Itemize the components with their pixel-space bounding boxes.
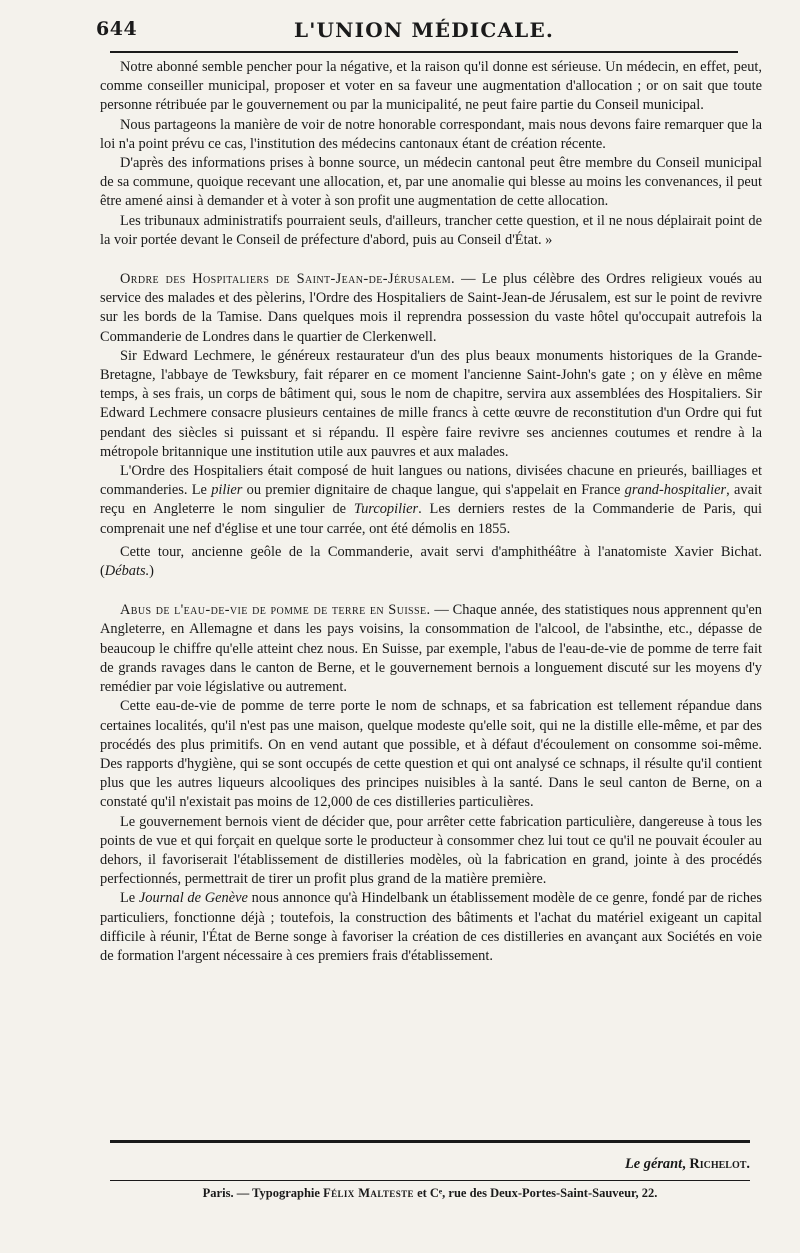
section-lead-text: — Le plus célèbre des Ordres religieux voués au service des malades et des pèlerins, l'Ordre des Hospitaliers de Saint-Jean-de Jérusalem, est sur le point de revivre sur les bords de la Tamise. Dans quelques mois il reprendra possession du vaste hôtel qu'occupait autrefois la Commanderie de Londres dans le quartier de Clerkenwell.	[100, 271, 762, 345]
page-header	[88, 18, 760, 44]
italic-term: Turcopilier	[353, 501, 419, 518]
imprint-line	[110, 1186, 750, 1201]
gerant-name: , Richelot.	[682, 1156, 750, 1172]
italic-term: grand-hospitalier	[624, 482, 727, 499]
text-run: )	[149, 563, 154, 580]
text-run: Le	[120, 890, 139, 907]
paragraph: Les tribunaux administratifs pourraient seuls, d'ailleurs, trancher cette question, et il ne nous déplairait point de la voir portée devant le Conseil de préfecture d'abord, puis au Conseil d'État. »	[100, 212, 762, 248]
paragraph: D'après des informations prises à bonne source, un médecin cantonal peut être membre du Conseil municipal de sa commune, quoique recevant une allocation, et, par une anomalie qui blesse au moins les convenances, il peut être amené ainsi à demander et à voter à son profit une augmentation de cette allocation.	[100, 155, 762, 210]
gerant-label: Le gérant	[624, 1156, 683, 1172]
section-title: Ordre des Hospitaliers de Saint-Jean-de-Jérusalem.	[120, 271, 456, 288]
footer-rule	[110, 1140, 750, 1143]
text-run: Cette tour, ancienne geôle de la Commanderie, avait servi d'amphithéâtre à l'anatomiste Xavier Bichat. (	[100, 543, 762, 580]
text-run: ou premier dignitaire de chaque langue, qui s'appelait en France	[242, 482, 625, 499]
italic-term: pilier	[211, 482, 243, 499]
journal-title: L'UNION MÉDICALE.	[293, 18, 555, 42]
printer-name: Félix Malteste	[323, 1186, 414, 1200]
paragraph	[100, 462, 762, 539]
text-run: Paris. — Typographie	[202, 1186, 324, 1200]
header-rule	[110, 51, 738, 53]
source-citation: Débats.	[104, 563, 150, 580]
text-run: , avait reçu en Angleterre le nom singulier de	[100, 482, 762, 518]
imprint-rule	[110, 1180, 750, 1181]
section-suisse-lead	[100, 601, 762, 697]
italic-term: Journal de Genève	[138, 890, 248, 907]
paragraph: Nous partageons la manière de voir de notre honorable correspondant, mais nous devons faire remarquer que la loi n'a point prévu ce cas, l'institution des médecins cantonaux étant de création récente.	[100, 116, 762, 152]
paragraph	[100, 543, 762, 581]
text-run: et Cᵉ, rue des Deux-Portes-Saint-Sauveur, 22.	[413, 1186, 658, 1200]
paragraph: Le gouvernement bernois vient de décider que, pour arrêter cette fabrication particulière, dangereuse à tous les points de vue et qui forçait en quelque sorte le producteur à consommer chez lui tout ce qu'il ne pouvait écouler au dehors, il favoriserait l'établissement de distilleries modèles, où la fabrication en grand, jointe à des procédés perfectionnés, permettrait de tirer un profit plus grand de la matière première.	[100, 813, 762, 888]
paragraph	[100, 889, 762, 966]
article-body	[100, 58, 762, 966]
section-title: Abus de l'eau-de-vie de pomme de terre en Suisse.	[120, 602, 431, 619]
paragraph: Cette eau-de-vie de pomme de terre porte le nom de schnaps, et sa fabrication est tellement répandue dans certaines localités, qu'il n'est pas une maison, quelque modeste qu'elle soit, qui ne la distille elle-même, et par des procédés des plus primitifs. On en vend autant que possible, et à défaut d'écoulement on consomme soi-même. Des rapports d'hygiène, qui se sont occupés de cette question et qui ont analysé ce schnaps, il résulte qu'il contient plus que les autres liqueurs alcooliques des principes nuisibles à la santé. Dans le seul canton de Berne, on a constaté qu'il n'existait pas moins de 12,000 de ces distilleries particulières.	[100, 698, 762, 811]
section-hospitaliers-lead	[100, 270, 762, 347]
text-run: . Les derniers restes de la Commanderie de Paris, qui comprenait une nef d'église et une tour carrée, ont été démolis en 1855.	[100, 501, 762, 537]
gerant-signature	[110, 1156, 750, 1173]
text-run: nous annonce qu'à Hindelbank un établissement modèle de ce genre, fondé par de riches particuliers, fonctionne déjà ; toutefois, la construction des bâtiments et l'achat du matériel exigeant un capital difficile à réunir, l'État de Berne songe à favoriser la création de ces distilleries en avançant aux Sociétés en voie de formation l'argent nécessaire à ces premiers frais d'établissement.	[100, 890, 763, 964]
section-lead-text: — Chaque année, des statistiques nous apprennent qu'en Angleterre, en Allemagne et dans les pays voisins, la consommation de l'alcool, de l'absinthe, etc., dépasse de beaucoup le chiffre qu'elle atteint chez nous. En Suisse, par exemple, l'abus de l'eau-de-vie de pomme de terre fait de grands ravages dans le canton de Berne, et le gouvernement bernois a longuement discuté sur les moyens d'y remédier par voie législative ou autrement.	[100, 602, 762, 696]
text-run: L'Ordre des Hospitaliers était composé de huit langues ou nations, divisées chacune en prieurés, bailliages et commanderies. Le	[100, 463, 762, 499]
page-number: 644	[96, 18, 138, 40]
paragraph: Sir Edward Lechmere, le généreux restaurateur d'un des plus beaux monuments historiques de la Grande-Bretagne, l'abbaye de Tewksbury, fait réparer en ce moment l'ancienne Saint-John's gate ; on y élève en même temps, à ses frais, un corps de bâtiment qui, sous le nom de chapitre, servira aux assemblées des Hospitaliers. Sir Edward Lechmere consacre plusieurs centaines de mille francs à cette œuvre de reconstitution d'un Ordre qui fut pendant des siècles si puissant et si répandu. Il espère faire revivre ses anciennes coutumes et rendre à la métropole britannique une institution utile aux pauvres et aux malades.	[100, 347, 762, 460]
paragraph: Notre abonné semble pencher pour la négative, et la raison qu'il donne est sérieuse. Un médecin, en effet, peut, comme conseiller municipal, proposer et voter en sa faveur une augmentation d'allocation ; or on sait que toute personne rétribuée par le gouvernement ou par la municipalité, ne peut faire partie du Conseil municipal.	[100, 59, 762, 114]
